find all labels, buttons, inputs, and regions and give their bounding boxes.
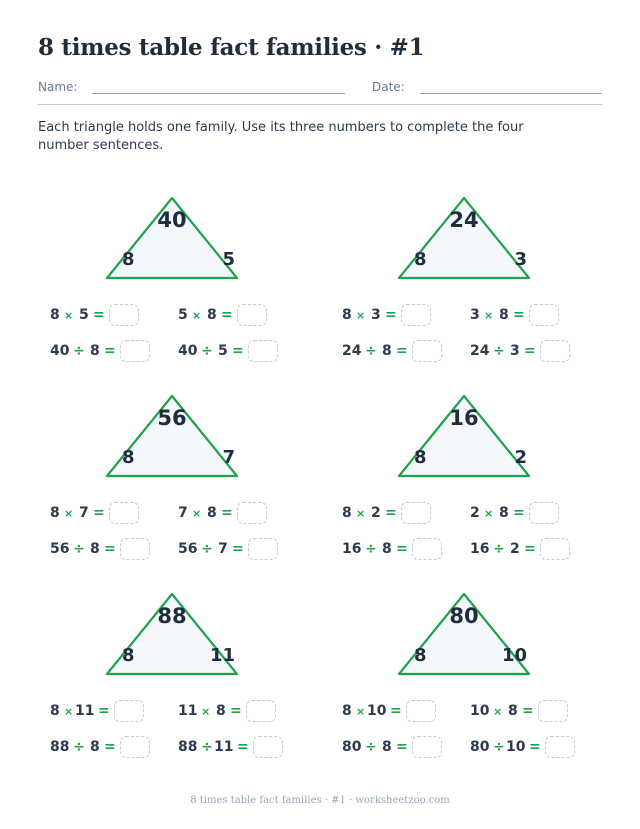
fact-family bbox=[50, 592, 310, 772]
operand-a: 24 bbox=[342, 343, 362, 359]
footer: 8 times table fact families · #1 · worksheetzoo.com bbox=[190, 795, 450, 806]
number-sentence bbox=[470, 736, 600, 760]
operand-a: 8 bbox=[342, 307, 352, 323]
fact-triangle bbox=[397, 196, 547, 286]
operand-a: 88 bbox=[178, 739, 198, 755]
answer-box[interactable] bbox=[545, 736, 575, 758]
number-sentence bbox=[50, 736, 180, 760]
answer-box[interactable] bbox=[401, 304, 431, 326]
operand-b: 5 bbox=[218, 343, 228, 359]
operand-b: 8 bbox=[382, 739, 392, 755]
number-sentence bbox=[470, 538, 600, 562]
equals-sign: = bbox=[396, 541, 408, 557]
divide-sign: ÷ bbox=[201, 541, 213, 557]
answer-box[interactable] bbox=[406, 700, 436, 722]
operand-a: 7 bbox=[178, 505, 188, 521]
answer-box[interactable] bbox=[529, 304, 559, 326]
answer-box[interactable] bbox=[120, 736, 150, 758]
operand-b: 8 bbox=[499, 307, 509, 323]
name-line[interactable] bbox=[92, 93, 345, 94]
operand-b: 3 bbox=[371, 307, 381, 323]
answer-box[interactable] bbox=[114, 700, 144, 722]
triangle-left-number: 8 bbox=[414, 645, 427, 666]
equals-sign: = bbox=[396, 343, 408, 359]
equals-sign: = bbox=[232, 541, 244, 557]
answer-box[interactable] bbox=[120, 340, 150, 362]
operand-a: 2 bbox=[470, 505, 480, 521]
operand-a: 88 bbox=[50, 739, 70, 755]
equals-sign: = bbox=[390, 703, 402, 719]
triangle-left-number: 8 bbox=[122, 447, 135, 468]
divide-sign: ÷ bbox=[201, 343, 213, 359]
divide-sign: ÷ bbox=[365, 739, 377, 755]
equals-sign: = bbox=[232, 343, 244, 359]
operand-b: 8 bbox=[207, 505, 217, 521]
answer-box[interactable] bbox=[248, 538, 278, 560]
answer-box[interactable] bbox=[109, 502, 139, 524]
answer-box[interactable] bbox=[529, 502, 559, 524]
divide-sign: ÷ bbox=[365, 541, 377, 557]
name-date-row bbox=[38, 80, 602, 96]
operand-b: 8 bbox=[382, 343, 392, 359]
divide-sign: ÷ bbox=[493, 739, 505, 755]
times-sign: × bbox=[64, 309, 74, 322]
equals-sign: = bbox=[93, 307, 105, 323]
number-sentence bbox=[178, 340, 308, 364]
fact-triangle bbox=[397, 592, 547, 682]
number-sentence bbox=[470, 502, 600, 526]
operand-a: 8 bbox=[50, 505, 60, 521]
divide-sign: ÷ bbox=[493, 541, 505, 557]
operand-a: 40 bbox=[50, 343, 70, 359]
operand-b: 8 bbox=[508, 703, 518, 719]
operand-a: 16 bbox=[342, 541, 362, 557]
triangle-right-number: 5 bbox=[222, 249, 235, 270]
header-divider bbox=[38, 104, 602, 105]
equals-sign: = bbox=[385, 505, 397, 521]
triangle-right-number: 2 bbox=[514, 447, 527, 468]
triangle-right-number: 10 bbox=[501, 645, 527, 666]
fact-triangle bbox=[105, 394, 255, 484]
divide-sign: ÷ bbox=[365, 343, 377, 359]
triangle-top-number: 56 bbox=[157, 406, 187, 430]
triangle-left-number: 8 bbox=[122, 249, 135, 270]
operand-a: 80 bbox=[470, 739, 490, 755]
triangle-left-number: 8 bbox=[414, 249, 427, 270]
answer-box[interactable] bbox=[253, 736, 283, 758]
operand-a: 8 bbox=[50, 703, 60, 719]
triangle-left-number: 8 bbox=[414, 447, 427, 468]
fact-family bbox=[50, 394, 310, 574]
answer-box[interactable] bbox=[246, 700, 276, 722]
operand-b: 2 bbox=[510, 541, 520, 557]
divide-sign: ÷ bbox=[73, 541, 85, 557]
answer-box[interactable] bbox=[540, 538, 570, 560]
answer-box[interactable] bbox=[109, 304, 139, 326]
times-sign: × bbox=[484, 507, 494, 520]
divide-sign: ÷ bbox=[201, 739, 213, 755]
equals-sign: = bbox=[230, 703, 242, 719]
number-sentence bbox=[342, 538, 472, 562]
answer-box[interactable] bbox=[412, 736, 442, 758]
equals-sign: = bbox=[104, 343, 116, 359]
operand-a: 10 bbox=[470, 703, 490, 719]
number-sentence bbox=[342, 304, 472, 328]
equals-sign: = bbox=[529, 739, 541, 755]
triangle-top-number: 16 bbox=[449, 406, 479, 430]
fact-triangle bbox=[397, 394, 547, 484]
number-sentence bbox=[50, 538, 180, 562]
operand-a: 56 bbox=[50, 541, 70, 557]
number-sentence bbox=[342, 340, 472, 364]
number-sentence bbox=[50, 304, 180, 328]
operand-a: 11 bbox=[178, 703, 198, 719]
operand-a: 16 bbox=[470, 541, 490, 557]
number-sentence bbox=[342, 736, 472, 760]
operand-b: 11 bbox=[214, 739, 234, 755]
answer-box[interactable] bbox=[237, 304, 267, 326]
date-line[interactable] bbox=[420, 93, 602, 94]
fact-triangle bbox=[105, 592, 255, 682]
divide-sign: ÷ bbox=[493, 343, 505, 359]
fact-family bbox=[342, 592, 602, 772]
operand-a: 24 bbox=[470, 343, 490, 359]
equals-sign: = bbox=[524, 541, 536, 557]
name-label: Name: bbox=[38, 80, 78, 94]
number-sentence bbox=[342, 700, 472, 724]
operand-a: 5 bbox=[178, 307, 188, 323]
operand-b: 8 bbox=[382, 541, 392, 557]
operand-b: 10 bbox=[367, 703, 387, 719]
triangle-right-number: 7 bbox=[222, 447, 235, 468]
times-sign: × bbox=[356, 507, 366, 520]
times-sign: × bbox=[192, 507, 202, 520]
operand-b: 8 bbox=[90, 739, 100, 755]
number-sentence bbox=[178, 304, 308, 328]
number-sentence bbox=[178, 736, 308, 760]
operand-b: 5 bbox=[79, 307, 89, 323]
number-sentence bbox=[342, 502, 472, 526]
equals-sign: = bbox=[104, 541, 116, 557]
times-sign: × bbox=[64, 705, 74, 718]
triangle-top-number: 80 bbox=[449, 604, 479, 628]
equals-sign: = bbox=[221, 307, 233, 323]
times-sign: × bbox=[493, 705, 503, 718]
answer-box[interactable] bbox=[538, 700, 568, 722]
fact-family bbox=[50, 196, 310, 376]
triangle-top-number: 88 bbox=[157, 604, 187, 628]
number-sentence bbox=[50, 340, 180, 364]
divide-sign: ÷ bbox=[73, 343, 85, 359]
answer-box[interactable] bbox=[412, 340, 442, 362]
number-sentence bbox=[470, 340, 600, 364]
operand-b: 7 bbox=[218, 541, 228, 557]
operand-a: 56 bbox=[178, 541, 198, 557]
operand-b: 2 bbox=[371, 505, 381, 521]
date-label: Date: bbox=[372, 80, 405, 94]
operand-a: 80 bbox=[342, 739, 362, 755]
operand-b: 7 bbox=[79, 505, 89, 521]
operand-a: 8 bbox=[342, 505, 352, 521]
operand-a: 40 bbox=[178, 343, 198, 359]
operand-a: 8 bbox=[50, 307, 60, 323]
operand-b: 8 bbox=[216, 703, 226, 719]
equals-sign: = bbox=[396, 739, 408, 755]
operand-a: 3 bbox=[470, 307, 480, 323]
number-sentence bbox=[50, 700, 180, 724]
triangle-right-number: 3 bbox=[514, 249, 527, 270]
times-sign: × bbox=[484, 309, 494, 322]
operand-b: 8 bbox=[499, 505, 509, 521]
answer-box[interactable] bbox=[401, 502, 431, 524]
operand-b: 8 bbox=[90, 343, 100, 359]
equals-sign: = bbox=[237, 739, 249, 755]
triangle-top-number: 40 bbox=[157, 208, 187, 232]
equals-sign: = bbox=[513, 307, 525, 323]
equals-sign: = bbox=[98, 703, 110, 719]
equals-sign: = bbox=[513, 505, 525, 521]
fact-family bbox=[342, 196, 602, 376]
equals-sign: = bbox=[104, 739, 116, 755]
divide-sign: ÷ bbox=[73, 739, 85, 755]
page-title: 8 times table fact families · #1 bbox=[38, 34, 425, 61]
triangle-left-number: 8 bbox=[122, 645, 135, 666]
answer-box[interactable] bbox=[540, 340, 570, 362]
operand-b: 11 bbox=[75, 703, 95, 719]
triangle-right-number: 11 bbox=[209, 645, 235, 666]
instructions: Each triangle holds one family. Use its three numbers to complete the four number sentences. bbox=[38, 120, 524, 153]
operand-b: 8 bbox=[207, 307, 217, 323]
fact-family bbox=[342, 394, 602, 574]
number-sentence bbox=[470, 304, 600, 328]
answer-box[interactable] bbox=[412, 538, 442, 560]
number-sentence bbox=[50, 502, 180, 526]
fact-triangle bbox=[105, 196, 255, 286]
equals-sign: = bbox=[522, 703, 534, 719]
times-sign: × bbox=[64, 507, 74, 520]
equals-sign: = bbox=[524, 343, 536, 359]
operand-b: 10 bbox=[506, 739, 526, 755]
operand-b: 8 bbox=[90, 541, 100, 557]
answer-box[interactable] bbox=[237, 502, 267, 524]
times-sign: × bbox=[356, 309, 366, 322]
equals-sign: = bbox=[221, 505, 233, 521]
equals-sign: = bbox=[385, 307, 397, 323]
triangle-top-number: 24 bbox=[449, 208, 479, 232]
number-sentence bbox=[178, 502, 308, 526]
number-sentence bbox=[470, 700, 600, 724]
times-sign: × bbox=[201, 705, 211, 718]
operand-b: 3 bbox=[510, 343, 520, 359]
answer-box[interactable] bbox=[120, 538, 150, 560]
times-sign: × bbox=[356, 705, 366, 718]
equals-sign: = bbox=[93, 505, 105, 521]
operand-a: 8 bbox=[342, 703, 352, 719]
number-sentence bbox=[178, 538, 308, 562]
answer-box[interactable] bbox=[248, 340, 278, 362]
times-sign: × bbox=[192, 309, 202, 322]
number-sentence bbox=[178, 700, 308, 724]
